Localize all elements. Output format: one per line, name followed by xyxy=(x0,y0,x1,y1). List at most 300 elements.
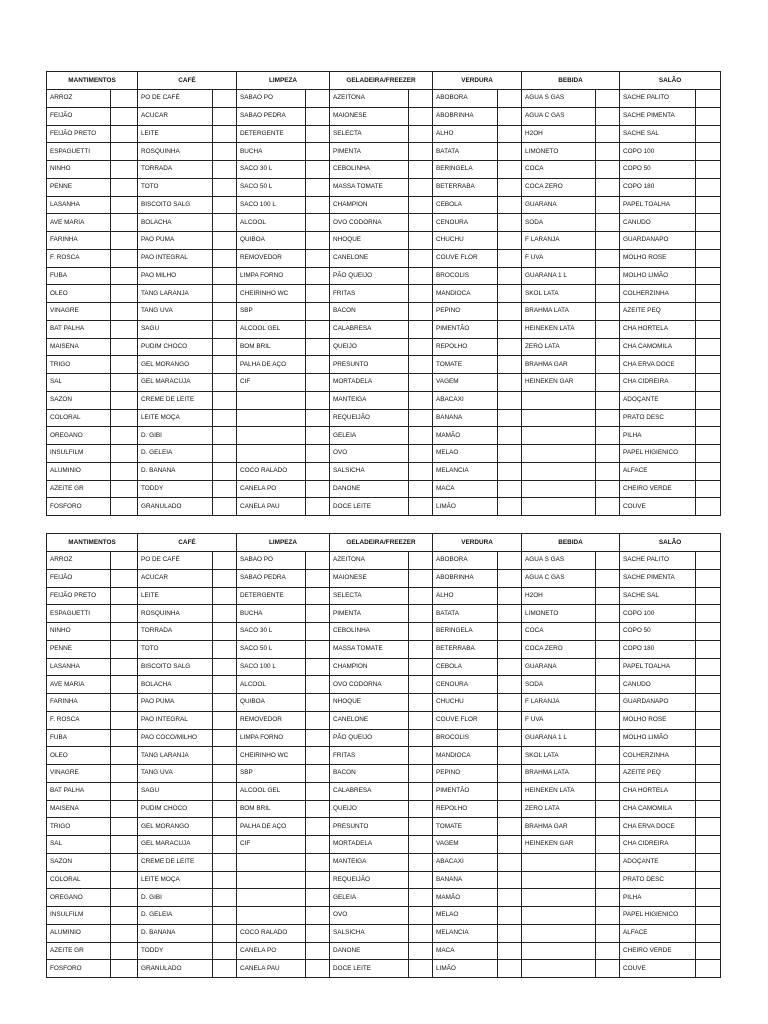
check-cell xyxy=(696,640,721,658)
item-cell: CANELA PO xyxy=(237,480,306,498)
item-cell: COLORAL xyxy=(47,409,111,427)
check-cell xyxy=(409,498,433,516)
check-cell xyxy=(306,853,330,871)
check-cell xyxy=(596,907,620,925)
check-cell xyxy=(213,605,237,623)
item-cell: DETERGENTE xyxy=(237,125,306,143)
check-cell xyxy=(696,942,721,960)
item-cell: SBP xyxy=(237,765,306,783)
item-cell: SACHE PIMENTA xyxy=(620,107,696,125)
item-cell: SACHE PALITO xyxy=(620,552,696,570)
item-cell: DOCE LEITE xyxy=(330,498,409,516)
check-cell xyxy=(409,960,433,978)
check-cell xyxy=(596,427,620,445)
item-cell xyxy=(522,427,596,445)
check-cell xyxy=(213,196,237,214)
check-cell xyxy=(111,303,138,321)
check-cell xyxy=(409,303,433,321)
item-cell: COPO 180 xyxy=(620,178,696,196)
check-cell xyxy=(596,462,620,480)
item-cell: MANTEIGA xyxy=(330,853,409,871)
check-cell xyxy=(111,249,138,267)
check-cell xyxy=(498,587,522,605)
check-cell xyxy=(409,143,433,161)
check-cell xyxy=(213,214,237,232)
table-row xyxy=(47,303,721,321)
check-cell xyxy=(696,427,721,445)
item-cell: VINAGRE xyxy=(47,303,111,321)
item-cell: PAPEL HIGIENICO xyxy=(620,907,696,925)
check-cell xyxy=(111,320,138,338)
item-cell: SKOL LATA xyxy=(522,747,596,765)
item-cell: SODA xyxy=(522,676,596,694)
check-cell xyxy=(111,836,138,854)
item-cell xyxy=(237,853,306,871)
check-cell xyxy=(213,658,237,676)
item-cell: D. GELEIA xyxy=(138,907,213,925)
check-cell xyxy=(596,196,620,214)
header-row xyxy=(47,72,721,90)
check-cell xyxy=(696,196,721,214)
check-cell xyxy=(111,800,138,818)
check-cell xyxy=(696,658,721,676)
check-cell xyxy=(306,694,330,712)
header-bebida: BEBIDA xyxy=(522,72,620,90)
table-row xyxy=(47,498,721,516)
item-cell: FOSFORO xyxy=(47,960,111,978)
item-cell: BRAHMA LATA xyxy=(522,303,596,321)
item-cell: HEINEKEN GAR xyxy=(522,836,596,854)
item-cell: ALCOOL GEL xyxy=(237,320,306,338)
item-cell: SABAO PEDRA xyxy=(237,569,306,587)
item-cell: MAISENA xyxy=(47,800,111,818)
item-cell: AZEITE GR xyxy=(47,480,111,498)
check-cell xyxy=(596,161,620,179)
check-cell xyxy=(498,676,522,694)
item-cell: ADOÇANTE xyxy=(620,853,696,871)
check-cell xyxy=(596,747,620,765)
item-cell: PUDIM CHOCO xyxy=(138,800,213,818)
check-cell xyxy=(213,924,237,942)
check-cell xyxy=(696,587,721,605)
check-cell xyxy=(596,694,620,712)
item-cell: D. GELEIA xyxy=(138,445,213,463)
item-cell: ROSQUINHA xyxy=(138,143,213,161)
item-cell: MAIONESE xyxy=(330,107,409,125)
check-cell xyxy=(498,374,522,392)
check-cell xyxy=(409,232,433,250)
item-cell: CHA HORTELA xyxy=(620,320,696,338)
item-cell: AZEITONA xyxy=(330,90,409,108)
check-cell xyxy=(213,409,237,427)
item-cell: MAISENA xyxy=(47,338,111,356)
table-row xyxy=(47,640,721,658)
item-cell xyxy=(522,462,596,480)
check-cell xyxy=(111,942,138,960)
check-cell xyxy=(696,765,721,783)
item-cell: CIF xyxy=(237,836,306,854)
item-cell: REQUEIJÃO xyxy=(330,409,409,427)
check-cell xyxy=(498,924,522,942)
item-cell xyxy=(522,871,596,889)
item-cell: CEBOLA xyxy=(433,196,498,214)
item-cell: ESPAGUETTI xyxy=(47,605,111,623)
check-cell xyxy=(409,90,433,108)
header-verdura: VERDURA xyxy=(433,72,522,90)
item-cell: CANELA PAU xyxy=(237,498,306,516)
item-cell: ALCOOL xyxy=(237,214,306,232)
check-cell xyxy=(306,107,330,125)
item-cell: SACO 30 L xyxy=(237,161,306,179)
check-cell xyxy=(306,889,330,907)
item-cell: PAO INTEGRAL xyxy=(138,249,213,267)
check-cell xyxy=(409,747,433,765)
item-cell: MASSA TOMATE xyxy=(330,178,409,196)
item-cell: ABOBRINHA xyxy=(433,569,498,587)
table-row xyxy=(47,356,721,374)
check-cell xyxy=(696,800,721,818)
item-cell: CANUDO xyxy=(620,214,696,232)
check-cell xyxy=(596,445,620,463)
check-cell xyxy=(596,924,620,942)
item-cell: CHA CIDREIRA xyxy=(620,374,696,392)
check-cell xyxy=(596,623,620,641)
header-cafe: CAFÉ xyxy=(138,72,237,90)
item-cell: BUCHA xyxy=(237,605,306,623)
item-cell xyxy=(237,409,306,427)
check-cell xyxy=(409,427,433,445)
check-cell xyxy=(596,587,620,605)
table-row xyxy=(47,232,721,250)
item-cell: ALUMINIO xyxy=(47,462,111,480)
check-cell xyxy=(111,552,138,570)
item-cell: TOMATE xyxy=(433,356,498,374)
item-cell: SACO 50 L xyxy=(237,178,306,196)
check-cell xyxy=(409,853,433,871)
item-cell: MORTADELA xyxy=(330,836,409,854)
item-cell xyxy=(522,391,596,409)
check-cell xyxy=(596,338,620,356)
check-cell xyxy=(306,623,330,641)
table-row xyxy=(47,836,721,854)
check-cell xyxy=(696,391,721,409)
table-row xyxy=(47,765,721,783)
item-cell: COCO RALADO xyxy=(237,462,306,480)
check-cell xyxy=(306,747,330,765)
item-cell: LASANHA xyxy=(47,196,111,214)
item-cell: CHAMPION xyxy=(330,658,409,676)
item-cell: DANONE xyxy=(330,942,409,960)
item-cell: SELECTA xyxy=(330,587,409,605)
check-cell xyxy=(213,285,237,303)
table-row xyxy=(47,942,721,960)
table-row xyxy=(47,445,721,463)
check-cell xyxy=(213,267,237,285)
item-cell: LIMPA FORNO xyxy=(237,729,306,747)
table-row xyxy=(47,711,721,729)
check-cell xyxy=(111,889,138,907)
item-cell: SALSICHA xyxy=(330,462,409,480)
check-cell xyxy=(111,853,138,871)
check-cell xyxy=(306,143,330,161)
check-cell xyxy=(409,320,433,338)
check-cell xyxy=(409,391,433,409)
item-cell: MOLHO ROSE xyxy=(620,711,696,729)
table-2-body xyxy=(47,552,721,978)
check-cell xyxy=(111,338,138,356)
item-cell: OLEO xyxy=(47,747,111,765)
check-cell xyxy=(213,462,237,480)
item-cell: F. ROSCA xyxy=(47,249,111,267)
check-cell xyxy=(306,125,330,143)
check-cell xyxy=(596,320,620,338)
check-cell xyxy=(213,694,237,712)
item-cell: PILHA xyxy=(620,427,696,445)
table-row xyxy=(47,249,721,267)
check-cell xyxy=(111,818,138,836)
item-cell: OVO CODORNA xyxy=(330,214,409,232)
check-cell xyxy=(306,232,330,250)
check-cell xyxy=(498,214,522,232)
item-cell: PIMENTA xyxy=(330,605,409,623)
check-cell xyxy=(111,480,138,498)
table-row xyxy=(47,409,721,427)
check-cell xyxy=(111,285,138,303)
check-cell xyxy=(498,196,522,214)
item-cell: VINAGRE xyxy=(47,765,111,783)
check-cell xyxy=(306,462,330,480)
check-cell xyxy=(213,836,237,854)
check-cell xyxy=(111,676,138,694)
item-cell: COCA xyxy=(522,161,596,179)
check-cell xyxy=(696,729,721,747)
check-cell xyxy=(409,942,433,960)
table-row xyxy=(47,338,721,356)
check-cell xyxy=(306,960,330,978)
check-cell xyxy=(111,178,138,196)
check-cell xyxy=(213,623,237,641)
item-cell: D. BANANA xyxy=(138,462,213,480)
check-cell xyxy=(306,942,330,960)
item-cell: PIMENTÃO xyxy=(433,320,498,338)
check-cell xyxy=(596,303,620,321)
item-cell: REPOLHO xyxy=(433,338,498,356)
item-cell xyxy=(522,480,596,498)
check-cell xyxy=(409,178,433,196)
header-mantimentos: MANTIMENTOS xyxy=(47,534,138,552)
item-cell: SABAO PEDRA xyxy=(237,107,306,125)
check-cell xyxy=(111,924,138,942)
item-cell: AZEITONA xyxy=(330,552,409,570)
item-cell: CANUDO xyxy=(620,676,696,694)
check-cell xyxy=(111,90,138,108)
check-cell xyxy=(498,498,522,516)
check-cell xyxy=(111,143,138,161)
check-cell xyxy=(696,178,721,196)
check-cell xyxy=(306,871,330,889)
check-cell xyxy=(596,605,620,623)
check-cell xyxy=(111,196,138,214)
item-cell: GUARANA xyxy=(522,196,596,214)
table-row xyxy=(47,143,721,161)
item-cell: CHUCHU xyxy=(433,694,498,712)
check-cell xyxy=(111,374,138,392)
check-cell xyxy=(306,729,330,747)
check-cell xyxy=(409,338,433,356)
check-cell xyxy=(596,214,620,232)
item-cell: BATATA xyxy=(433,605,498,623)
item-cell: MAIONESE xyxy=(330,569,409,587)
item-cell: AVE MARIA xyxy=(47,676,111,694)
item-cell: CEBOLA xyxy=(433,658,498,676)
check-cell xyxy=(696,907,721,925)
check-cell xyxy=(111,356,138,374)
item-cell: REMOVEDOR xyxy=(237,249,306,267)
check-cell xyxy=(306,214,330,232)
item-cell: COPO 100 xyxy=(620,143,696,161)
check-cell xyxy=(213,498,237,516)
check-cell xyxy=(498,480,522,498)
header-bebida: BEBIDA xyxy=(522,534,620,552)
item-cell: CENOURA xyxy=(433,214,498,232)
check-cell xyxy=(409,214,433,232)
check-cell xyxy=(111,694,138,712)
check-cell xyxy=(409,409,433,427)
check-cell xyxy=(498,391,522,409)
item-cell xyxy=(522,924,596,942)
item-cell: BROCOLIS xyxy=(433,267,498,285)
check-cell xyxy=(596,552,620,570)
check-cell xyxy=(498,960,522,978)
check-cell xyxy=(696,889,721,907)
item-cell: TODDY xyxy=(138,480,213,498)
check-cell xyxy=(498,889,522,907)
check-cell xyxy=(111,782,138,800)
item-cell: OVO CODORNA xyxy=(330,676,409,694)
header-geladeira-freezer: GELADEIRA/FREEZER xyxy=(330,72,433,90)
item-cell: AGUA C GAS xyxy=(522,569,596,587)
header-salao: SALÃO xyxy=(620,72,721,90)
check-cell xyxy=(306,711,330,729)
item-cell: BISCOITO SALG xyxy=(138,658,213,676)
table-row xyxy=(47,729,721,747)
check-cell xyxy=(596,782,620,800)
check-cell xyxy=(213,303,237,321)
check-cell xyxy=(409,907,433,925)
item-cell: FEIJÃO xyxy=(47,107,111,125)
table-row xyxy=(47,800,721,818)
check-cell xyxy=(409,107,433,125)
table-row xyxy=(47,871,721,889)
check-cell xyxy=(498,356,522,374)
check-cell xyxy=(498,161,522,179)
item-cell: ALCOOL xyxy=(237,676,306,694)
item-cell xyxy=(522,498,596,516)
item-cell: GELEIA xyxy=(330,427,409,445)
check-cell xyxy=(111,587,138,605)
item-cell: LEITE MOÇA xyxy=(138,409,213,427)
item-cell xyxy=(237,391,306,409)
item-cell: BATATA xyxy=(433,143,498,161)
check-cell xyxy=(306,676,330,694)
check-cell xyxy=(696,747,721,765)
check-cell xyxy=(409,356,433,374)
item-cell: BETERRABA xyxy=(433,640,498,658)
item-cell xyxy=(237,907,306,925)
item-cell: CREME DE LEITE xyxy=(138,853,213,871)
item-cell: TRIGO xyxy=(47,356,111,374)
item-cell: COUVE FLOR xyxy=(433,711,498,729)
check-cell xyxy=(306,552,330,570)
check-cell xyxy=(498,320,522,338)
table-row xyxy=(47,125,721,143)
check-cell xyxy=(498,818,522,836)
check-cell xyxy=(596,658,620,676)
item-cell: FRITAS xyxy=(330,747,409,765)
check-cell xyxy=(111,640,138,658)
check-cell xyxy=(498,853,522,871)
item-cell: H2OH xyxy=(522,125,596,143)
item-cell: BAT PALHA xyxy=(47,782,111,800)
item-cell: PAO COCO/MILHO xyxy=(138,729,213,747)
check-cell xyxy=(306,320,330,338)
item-cell: PRESUNTO xyxy=(330,818,409,836)
check-cell xyxy=(596,942,620,960)
item-cell: SODA xyxy=(522,214,596,232)
item-cell: CHA HORTELA xyxy=(620,782,696,800)
item-cell: ABACAXI xyxy=(433,853,498,871)
item-cell: MACA xyxy=(433,480,498,498)
check-cell xyxy=(306,356,330,374)
check-cell xyxy=(696,125,721,143)
item-cell: ALFACE xyxy=(620,462,696,480)
item-cell: ALCOOL GEL xyxy=(237,782,306,800)
item-cell: SAGU xyxy=(138,320,213,338)
check-cell xyxy=(409,267,433,285)
table-row xyxy=(47,161,721,179)
check-cell xyxy=(498,782,522,800)
item-cell: CHUCHU xyxy=(433,232,498,250)
check-cell xyxy=(696,462,721,480)
item-cell: BACON xyxy=(330,765,409,783)
check-cell xyxy=(696,818,721,836)
item-cell: COLORAL xyxy=(47,871,111,889)
check-cell xyxy=(409,552,433,570)
check-cell xyxy=(306,924,330,942)
shopping-table-1 xyxy=(46,71,721,516)
table-row xyxy=(47,924,721,942)
item-cell: BOM BRIL xyxy=(237,338,306,356)
check-cell xyxy=(409,800,433,818)
item-cell: SAL xyxy=(47,836,111,854)
check-cell xyxy=(409,694,433,712)
check-cell xyxy=(596,711,620,729)
item-cell: PAPEL TOALHA xyxy=(620,196,696,214)
item-cell: GUARANA 1 L xyxy=(522,729,596,747)
item-cell: ABOBORA xyxy=(433,90,498,108)
item-cell: TODDY xyxy=(138,942,213,960)
item-cell xyxy=(522,889,596,907)
check-cell xyxy=(696,782,721,800)
item-cell: BAT PALHA xyxy=(47,320,111,338)
check-cell xyxy=(696,498,721,516)
item-cell xyxy=(522,853,596,871)
item-cell: ESPAGUETTI xyxy=(47,143,111,161)
check-cell xyxy=(596,818,620,836)
check-cell xyxy=(213,569,237,587)
check-cell xyxy=(306,907,330,925)
item-cell: REMOVEDOR xyxy=(237,711,306,729)
